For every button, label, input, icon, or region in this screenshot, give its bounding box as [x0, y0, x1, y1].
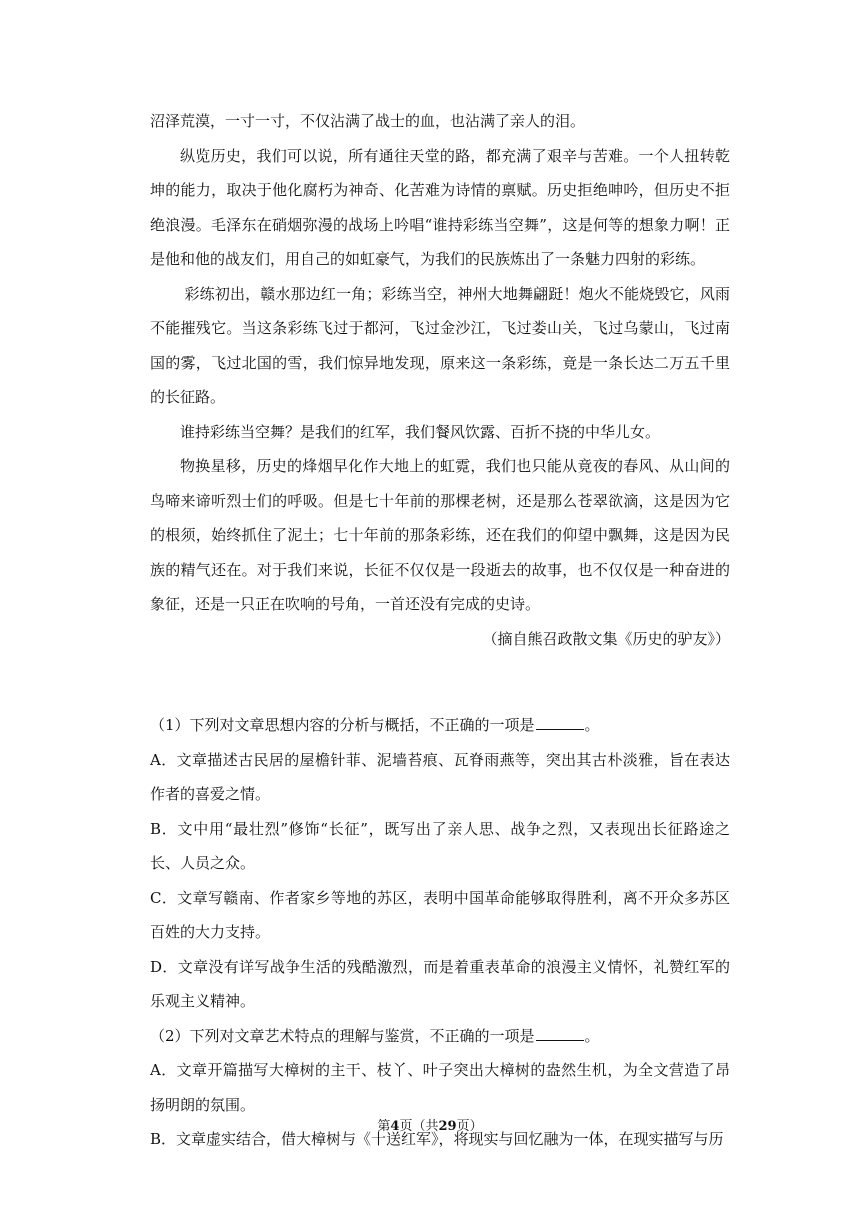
question-1-option-b: B．文中用“最壮烈”修饰“长征”，既写出了亲人思、战争之烈，又表现出长征路途之长、人员之众。 [150, 819, 730, 872]
question-1-end: 。 [584, 716, 600, 734]
passage-paragraph-5: 物换星移，历史的烽烟早化作大地上的虹霓，我们也只能从竟夜的春风、从山间的鸟啼来谛听烈士们的呼吸。但是七十年前的那棵老树，还是那么苍翠欲滴，这是因为它的根须，始终抓住了泥土；七十年前的那条彩练，还在我们的仰望中飘舞，这是因为民族的精气还在。对于我们来说，长征不仅仅是一段逝去的故事，也不仅仅是一种奋进的象征，还是一只正在吹响的号角，一首还没有完成的史诗。 [150, 457, 730, 613]
page-footer [0, 1118, 860, 1136]
footer-suffix: 页） [456, 1119, 483, 1134]
answer-blank-1 [536, 728, 584, 730]
footer-prefix: 第 [377, 1119, 391, 1134]
question-2-option-a: A．文章开篇描写大樟树的主干、枝丫、叶子突出大樟树的盎然生机，为全文营造了昂扬明朗的氛围。 [150, 1061, 730, 1114]
passage-paragraph-4: 谁持彩练当空舞？是我们的红军，我们餐风饮露、百折不挠的中华儿女。 [180, 422, 661, 441]
question-1-option-a: A．文章描述古民居的屋檐针菲、泥墙苔痕、瓦脊雨燕等，突出其古朴淡雅，旨在表达作者的喜爱之情。 [150, 750, 730, 803]
question-1-option-d: D．文章没有详写战争生活的残酷激烈，而是着重表革命的浪漫主义情怀，礼赞红军的乐观主义精神。 [150, 957, 730, 1010]
footer-middle: 页（共 [399, 1119, 439, 1134]
footer-page-number: 4 [390, 1119, 400, 1134]
question-2-stem [150, 1019, 730, 1054]
passage-citation: （摘自熊召政散文集《历史的驴友》） [482, 629, 730, 648]
answer-blank-2 [536, 1039, 584, 1041]
section-spacer [150, 656, 730, 708]
question-1-text: （1）下列对文章思想内容的分析与概括，不正确的一项是 [150, 716, 535, 734]
footer-total-pages: 29 [438, 1119, 457, 1134]
question-2-text: （2）下列对文章艺术特点的理解与鉴赏，不正确的一项是 [150, 1026, 535, 1045]
question-2-end: 。 [584, 1026, 600, 1045]
passage-paragraph-3: 彩练初出，赣水那边红一角；彩练当空，神州大地舞翩跹！炮火不能烧毁它，风雨不能摧残它。当这条彩练飞过于都河，飞过金沙江，飞过娄山关，飞过乌蒙山，飞过南国的雾，飞过北国的雪，我们惊异地发现，原来这一条彩练，竟是一条长达二万五千里的长征路。 [150, 284, 730, 406]
document-body [150, 104, 730, 1157]
question-2-option-b: B．文章虚实结合，借大樟树与《十送红军》，将现实与回忆融为一体，在现实描写与历 [150, 1130, 724, 1148]
passage-paragraph-1: 沼泽荒漠，一寸一寸，不仅沾满了战士的血，也沾满了亲人的泪。 [150, 112, 586, 130]
question-1-stem [150, 708, 730, 743]
question-1-option-c: C．文章写赣南、作者家乡等地的苏区，表明中国革命能够取得胜利，离不开众多苏区百姓的大力支持。 [150, 888, 730, 941]
passage-paragraph-2: 纵览历史，我们可以说，所有通往天堂的路，都充满了艰辛与苦难。一个人扭转乾坤的能力，取决于他化腐朽为神奇、化苦难为诗情的禀赋。历史拒绝呻吟，但历史不拒绝浪漫。毛泽东在硝烟弥漫的战场上吟唱“谁持彩练当空舞”，这是何等的想象力啊！正是他和他的战友们，用自己的如虹豪气，为我们的民族炼出了一条魅力四射的彩练。 [150, 146, 730, 268]
